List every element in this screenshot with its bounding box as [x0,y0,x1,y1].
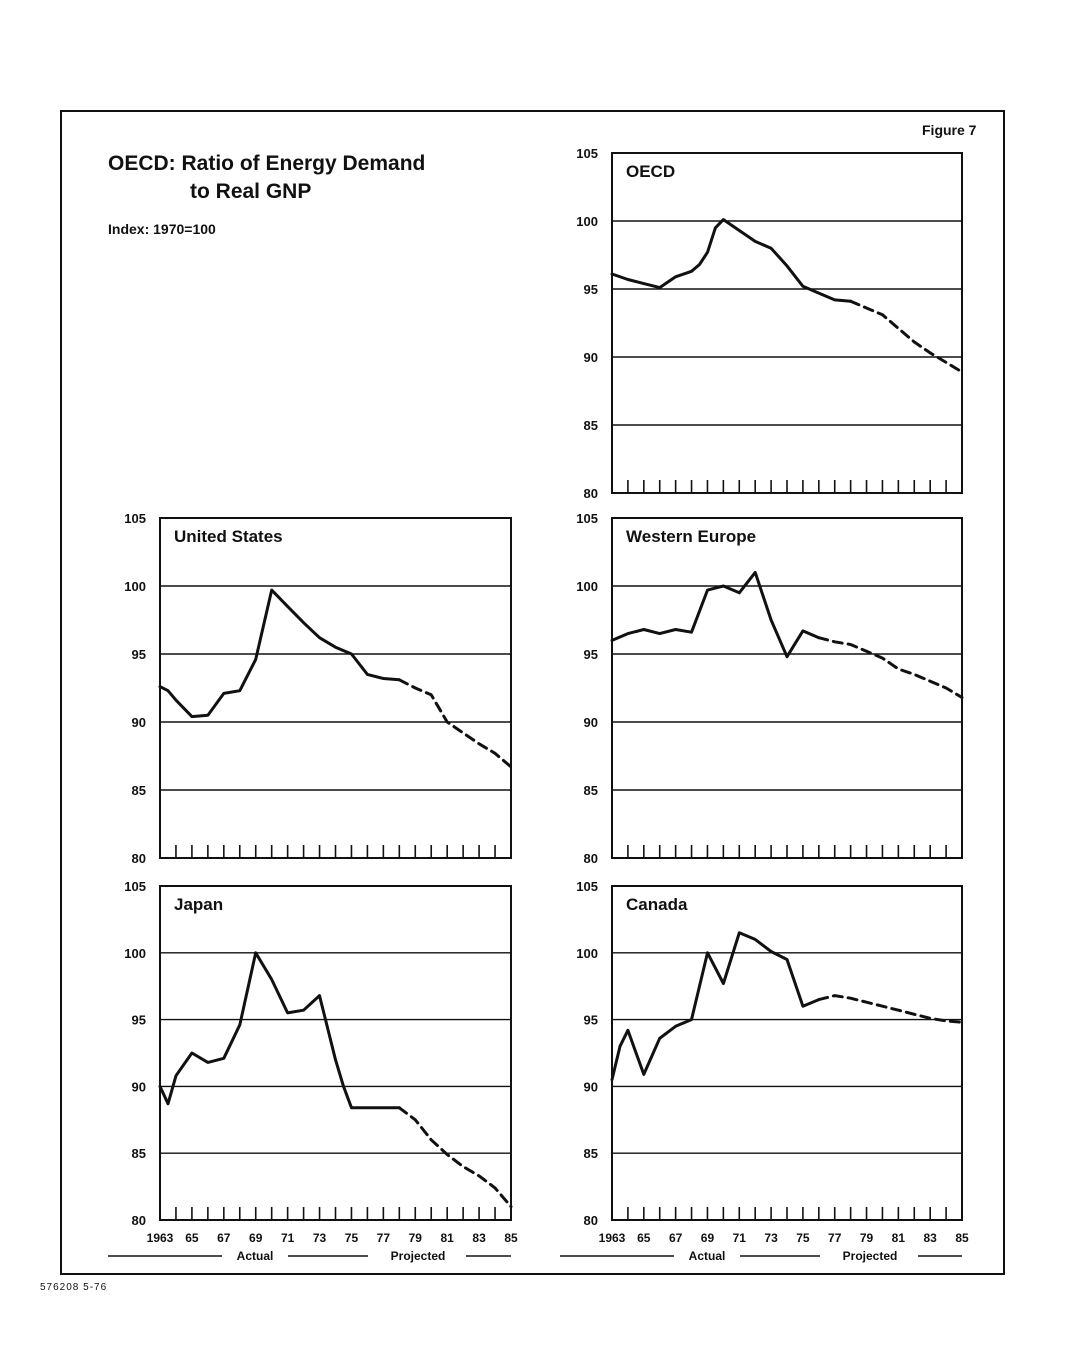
x-tick-label: 69 [249,1231,263,1245]
plot-frame [160,518,511,858]
footer-projected-label: Projected [390,1249,446,1263]
footer-code: 576208 5-76 [40,1282,108,1293]
x-tick-label: 71 [732,1231,746,1245]
y-tick-label: 80 [583,1213,598,1228]
y-tick-label: 100 [576,945,598,961]
x-tick-label: 73 [312,1231,327,1245]
panel-title: United States [174,527,283,546]
chart-panel-united-states [124,511,511,866]
y-tick-label: 90 [583,350,598,365]
y-tick-label: 105 [576,146,598,161]
y-tick-label: 100 [124,945,146,961]
x-tick-label: 79 [859,1231,874,1245]
y-tick-label: 80 [583,486,598,501]
y-tick-label: 85 [583,783,598,798]
plot-frame [612,153,962,493]
x-tick-label: 65 [637,1231,651,1245]
x-tick-label: 75 [344,1231,359,1245]
x-tick-label: 77 [376,1231,391,1245]
y-tick-label: 85 [131,783,146,798]
chart-panel-canada [560,879,969,1263]
x-tick-label: 67 [668,1231,683,1245]
panel-title: Western Europe [626,527,757,546]
y-tick-label: 105 [124,879,146,894]
y-tick-label: 95 [131,1012,146,1028]
figure-label: Figure 7 [922,122,977,138]
figure-title-line-2: to Real GNP [190,180,312,203]
y-tick-label: 105 [576,511,598,526]
x-tick-label: 81 [891,1231,906,1245]
series-line-projected [851,301,962,372]
x-tick-label: 1963 [146,1231,174,1245]
y-tick-label: 100 [576,579,598,594]
series-line-actual [160,953,399,1108]
panel-title: OECD [626,162,676,181]
x-tick-label: 83 [923,1231,937,1245]
panel-title: Japan [174,895,224,914]
y-tick-label: 80 [583,851,598,866]
y-tick-label: 95 [583,647,598,662]
y-tick-label: 80 [131,851,146,866]
x-tick-label: 67 [217,1231,231,1245]
x-tick-label: 71 [280,1231,295,1245]
y-tick-label: 85 [131,1146,146,1162]
panel-title: Canada [626,895,688,914]
y-tick-label: 90 [583,715,598,730]
y-tick-label: 80 [131,1213,146,1228]
series-line-actual [612,933,819,1080]
y-tick-label: 95 [131,647,146,662]
x-tick-label: 79 [408,1231,422,1245]
index-note: Index: 1970=100 [108,221,216,237]
series-line-projected [819,638,962,698]
series-line-actual [612,572,819,656]
y-tick-label: 105 [124,511,146,526]
plot-frame [160,886,511,1220]
series-line-projected [399,1108,511,1207]
x-tick-label: 85 [955,1231,969,1245]
x-tick-label: 81 [440,1231,454,1245]
y-tick-label: 95 [583,1012,598,1028]
footer-actual-label: Actual [688,1249,726,1263]
y-tick-label: 85 [583,1146,598,1162]
x-tick-label: 73 [764,1231,778,1245]
chart-panel-western-europe [576,511,962,866]
x-tick-label: 77 [828,1231,842,1245]
y-tick-label: 90 [131,1079,146,1095]
y-tick-label: 85 [583,418,598,433]
plot-frame [612,886,962,1220]
footer-actual-label: Actual [236,1249,274,1263]
y-tick-label: 90 [583,1079,598,1095]
x-tick-label: 83 [472,1231,486,1245]
plot-frame [612,518,962,858]
x-tick-label: 75 [796,1231,810,1245]
series-line-projected [819,996,962,1023]
x-tick-label: 85 [504,1231,518,1245]
footer-projected-label: Projected [842,1249,898,1263]
y-tick-label: 100 [124,579,146,594]
y-tick-label: 95 [583,282,598,297]
x-tick-label: 65 [185,1231,199,1245]
x-tick-label: 69 [700,1231,715,1245]
y-tick-label: 100 [576,214,598,229]
y-tick-label: 105 [576,879,598,894]
chart-panel-japan [108,879,518,1263]
series-line-projected [399,680,511,767]
x-tick-label: 1963 [598,1231,626,1245]
figure-title-line-1: OECD: Ratio of Energy Demand [108,152,426,175]
chart-panel-oecd [576,146,962,501]
y-tick-label: 90 [131,715,146,730]
